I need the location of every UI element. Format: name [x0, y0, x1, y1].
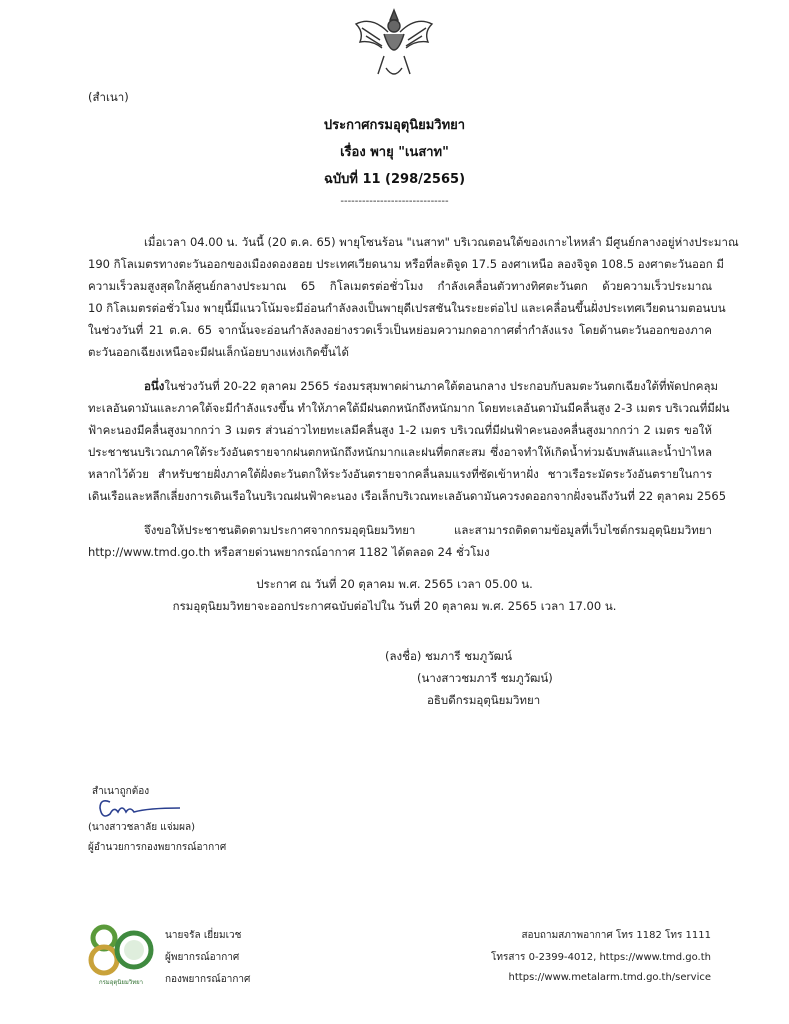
text-line: ตะวันออกเฉียงเหนือจะมีฝนเล็กน้อยบางแห่งเกิดขึ้นได้ — [88, 345, 349, 359]
signatory-position: อธิบดีกรมอุตุนิยมวิทยา — [427, 693, 541, 707]
document-title: ประกาศกรมอุตุนิยมวิทยา — [323, 118, 466, 133]
garuda-emblem-icon — [352, 6, 436, 80]
signatory-name: (นางสาวชมภารี ชมภูวัฒน์) — [417, 671, 553, 685]
text-line: ทะเลอันดามันและภาคใต้จะมีกำลังแรงขึ้น ทำให้ภาคใต้มีฝนตกหนักถึงหนักมาก โดยทะเลอันดามันมีคลื่นสูง 2-3 เมตร บริเวณที่มีฝน — [88, 401, 730, 415]
next-issue-notice: กรมอุตุนิยมวิทยาจะออกประกาศฉบับต่อไปใน วันที่ 20 ตุลาคม พ.ศ. 2565 เวลา 17.00 น. — [172, 599, 617, 613]
signed-line: (ลงชื่อ) ชมภารี ชมภูวัฒน์ — [385, 649, 512, 663]
text-line: หลากไว้ด้วย สำหรับชายฝั่งภาคใต้ฝั่งตะวันตกให้ระวังอันตรายจากคลื่นลมแรงที่ซัดเข้าหาฝั่ง ชาวเรือระมัดระวังอันตรายในการ — [88, 467, 712, 481]
copy-label: (สำเนา) — [88, 90, 129, 104]
divider: ------------------------------ — [340, 196, 449, 207]
certifier-name: (นางสาวชลาลัย แจ่มผล) — [88, 822, 196, 833]
text-line: เมื่อเวลา 04.00 น. วันนี้ (20 ต.ค. 65) พายุโซนร้อน "เนสาท" บริเวณตอนใต้ของเกาะไหหลำ มีศูนย์กลางอยู่ห่างประมาณ — [144, 235, 739, 249]
text-line: http://www.tmd.go.th หรือสายด่วนพยากรณ์อากาศ 1182 ได้ตลอด 24 ชั่วโมง — [88, 545, 490, 559]
text-line: 190 กิโลเมตรทางตะวันออกของเมืองดองฮอย ประเทศเวียดนาม หรือที่ละติจูด 17.5 องศาเหนือ ลองจิจูด 108.5 องศาตะวันออก มี — [88, 257, 724, 271]
text-line: ฟ้าคะนองมีคลื่นสูงมากกว่า 3 เมตร ส่วนอ่าวไทยทะเลมีคลื่นสูง 1-2 เมตร บริเวณที่มีฝนฟ้าคะนองคลื่นสูงมากกว่า 2 เมตร ขอให้ — [88, 423, 712, 437]
contact-service-link[interactable]: https://www.metalarm.tmd.go.th/service — [508, 972, 711, 983]
certified-copy-label: สำเนาถูกต้อง — [92, 786, 150, 797]
text-line: ในช่วงวันที่ 21 ต.ค. 65 จากนั้นจะอ่อนกำลังลงอย่างรวดเร็วเป็นหย่อมความกดอากาศต่ำกำลังแรง โดยด้านตะวันออกของภาค — [88, 323, 712, 337]
text-line: 10 กิโลเมตรต่อชั่วโมง พายุนี้มีแนวโน้มจะมีอ่อนกำลังลงเป็นพายุดีเปรสชันในระยะต่อไป และเคลื่อนขึ้นฝั่งประเทศเวียดนามตอนบน — [88, 301, 726, 315]
text-line: เดินเรือและหลีกเลี่ยงการเดินเรือในบริเวณฝนฟ้าคะนอง เรือเล็กบริเวณทะเลอันดามันควรงดออกจากฝั่งจนถึงวันที่ 22 ตุลาคม 2565 — [88, 489, 727, 503]
text-line: ประชาชนบริเวณภาคใต้ระวังอันตรายจากฝนตกหนักถึงหนักมากและฝนที่ตกสะสม ซึ่งอาจทำให้เกิดน้ำท่วมฉับพลันและน้ำป่าไหล — [88, 445, 712, 459]
text-line: ความเร็วลมสูงสุดใกล้ศูนย์กลางประมาณ 65 กิโลเมตรต่อชั่วโมง กำลังเคลื่อนตัวทางทิศตะวันตก ด้วยความเร็วประมาณ — [88, 279, 712, 293]
forecaster-name: นายจรัล เยี่ยมเวช — [165, 930, 242, 941]
logo-text: กรมอุตุนิยมวิทยา — [98, 979, 144, 986]
certifier-position: ผู้อำนวยการกองพยากรณ์อากาศ — [88, 842, 227, 853]
tmd-80th-anniversary-logo — [86, 920, 156, 988]
text-line: จึงขอให้ประชาชนติดตามประกาศจากกรมอุตุนิยมวิทยา และสามารถติดตามข้อมูลที่เว็บไซต์กรมอุตุนิยมวิทยา — [144, 523, 712, 537]
contact-fax-website[interactable]: โทรสาร 0-2399-4012, https://www.tmd.go.th — [491, 952, 711, 963]
contact-phone: สอบถามสภาพอากาศ โทร 1182 โทร 1111 — [521, 930, 711, 941]
document-subject: เรื่อง พายุ "เนสาท" — [340, 145, 449, 160]
announcement-date: ประกาศ ณ วันที่ 20 ตุลาคม พ.ศ. 2565 เวลา 05.00 น. — [256, 577, 533, 591]
text-line: ในช่วงวันที่ 20-22 ตุลาคม 2565 ร่องมรสุมพาดผ่านภาคใต้ตอนกลาง ประกอบกับลมตะวันตกเฉียงใต้ที่พัดปกคลุม — [164, 379, 719, 393]
forecaster-division: กองพยากรณ์อากาศ — [165, 974, 251, 985]
forecaster-position: ผู้พยากรณ์อากาศ — [165, 952, 240, 963]
paragraph-lead: อนึ่ง — [144, 379, 165, 393]
issue-number: ฉบับที่ 11 (298/2565) — [323, 172, 466, 187]
